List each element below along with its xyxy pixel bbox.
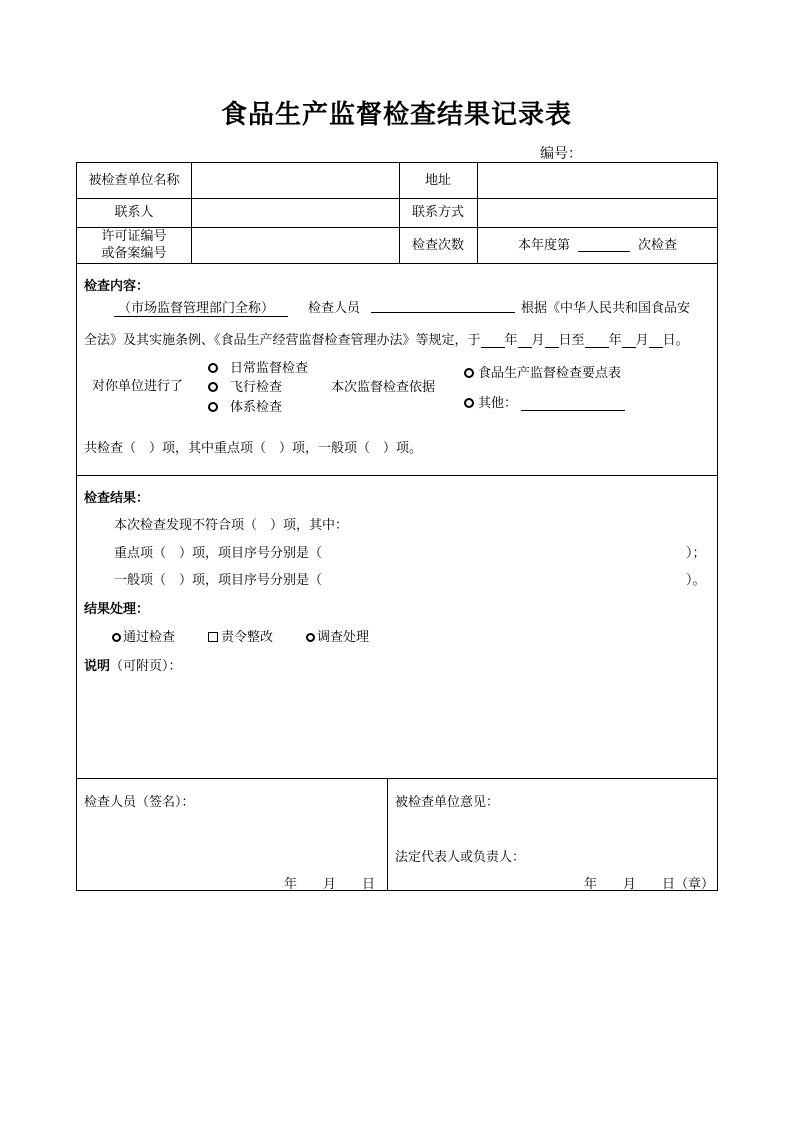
type-flight-option[interactable]: [208, 376, 282, 395]
inspector-label: 检查人员: [308, 301, 361, 316]
inspection-count-cell: [478, 227, 717, 263]
option-rectify-label: 责令整改: [221, 630, 274, 645]
key-items-end: ）；: [686, 546, 706, 561]
inspector-blank[interactable]: [371, 312, 515, 313]
contact-method-field[interactable]: [478, 198, 717, 227]
radio-icon: [208, 402, 218, 412]
handling-heading: 结果处理：: [84, 602, 150, 617]
unit-opinion-label: 被检查单位意见：: [395, 795, 500, 810]
radio-icon: [112, 633, 121, 642]
day2-blank[interactable]: [649, 335, 663, 348]
nonconform-line: 本次检查发现不符合项（ ）项，其中：: [114, 518, 349, 533]
basis-line2: [84, 329, 689, 348]
inspection-count-label: 检查次数: [411, 237, 464, 253]
page-title: 食品生产监督检查结果记录表: [220, 100, 572, 130]
dept-placeholder[interactable]: （市场监督管理部门全称）: [114, 301, 288, 317]
radio-icon: [208, 363, 218, 373]
option-investigate[interactable]: [306, 626, 369, 645]
basis-option-other-label: 其他：: [478, 396, 518, 411]
note-line: [84, 655, 182, 674]
license-label-line2: 或备案编号: [101, 246, 167, 261]
result-heading: 检查结果：: [84, 491, 150, 506]
checkbox-icon: [208, 632, 218, 642]
contact-person-label: 联系人: [114, 205, 154, 220]
date-left: 年 月 日: [284, 877, 376, 892]
date-right: 年 月 日（章）: [584, 877, 715, 892]
contact-person-field[interactable]: [192, 198, 399, 227]
day1-blank[interactable]: [545, 335, 559, 348]
month1-blank[interactable]: [518, 335, 532, 348]
year2-label: 年: [608, 333, 622, 348]
address-label: 地址: [424, 173, 451, 188]
inspection-count-blank[interactable]: [578, 239, 630, 252]
license-label-line1: 许可证编号: [101, 229, 167, 244]
inspection-count-suffix: 次检查: [638, 237, 678, 253]
note-heading: 说明: [84, 659, 111, 674]
radio-icon: [208, 382, 218, 392]
dept-line: [114, 297, 288, 316]
basis-other-blank[interactable]: [521, 398, 625, 411]
basis-option-checklist-label: 食品生产监督检查要点表: [478, 366, 622, 381]
type-system-label: 体系检查: [230, 400, 283, 415]
option-pass[interactable]: [112, 626, 175, 645]
unit-name-label: 被检查单位名称: [88, 173, 180, 188]
radio-icon: [306, 633, 315, 642]
radio-icon: [464, 368, 474, 378]
option-rectify[interactable]: [208, 626, 273, 645]
type-daily-label: 日常监督检查: [230, 361, 309, 376]
license-field[interactable]: [192, 227, 399, 263]
type-system-option[interactable]: [208, 396, 282, 415]
general-items-end: ）。: [686, 573, 706, 588]
type-daily-option[interactable]: [208, 357, 308, 376]
year1-label: 年: [504, 333, 518, 348]
year1-blank[interactable]: [481, 335, 505, 348]
month2-label: 月: [635, 333, 649, 348]
basis-option-checklist[interactable]: [464, 362, 621, 381]
basis-start: 根据《中华人民共和国食品安: [521, 301, 691, 316]
conducted-label: 对你单位进行了: [92, 379, 184, 394]
basis-label: 本次监督检查依据: [331, 380, 436, 395]
general-items-line: 一般项（ ）项，项目序号分别是（: [114, 573, 323, 588]
serial-number-label: 编号：: [540, 146, 582, 162]
option-investigate-label: 调查处理: [317, 630, 370, 645]
content-heading: 检查内容：: [84, 279, 150, 294]
option-pass-label: 通过检查: [123, 630, 176, 645]
note-suffix: （可附页）：: [110, 659, 182, 674]
radio-icon: [464, 398, 474, 408]
legal-rep-label: 法定代表人或负责人：: [395, 850, 526, 865]
day-to-label: 日至: [558, 333, 585, 348]
inspection-summary: 共检查（ ）项，其中重点项（ ）项，一般项（ ）项。: [84, 441, 423, 456]
year2-blank[interactable]: [585, 335, 609, 348]
unit-name-field[interactable]: [192, 163, 399, 198]
inspector-sign-label: 检查人员（签名）：: [84, 795, 195, 810]
address-field[interactable]: [478, 163, 717, 198]
key-items-line: 重点项（ ）项，项目序号分别是（: [114, 546, 323, 561]
inspection-count-prefix: 本年度第: [517, 237, 570, 253]
type-flight-label: 飞行检查: [230, 380, 283, 395]
basis-line2-text: 全法》及其实施条例、《食品生产经营监督检查管理办法》等规定，于: [84, 333, 481, 348]
month2-blank[interactable]: [622, 335, 636, 348]
license-label: [77, 227, 191, 263]
month1-label: 月: [531, 333, 545, 348]
day-end-label: 日。: [662, 333, 689, 348]
contact-method-label: 联系方式: [411, 205, 464, 220]
basis-option-other[interactable]: [464, 392, 625, 411]
